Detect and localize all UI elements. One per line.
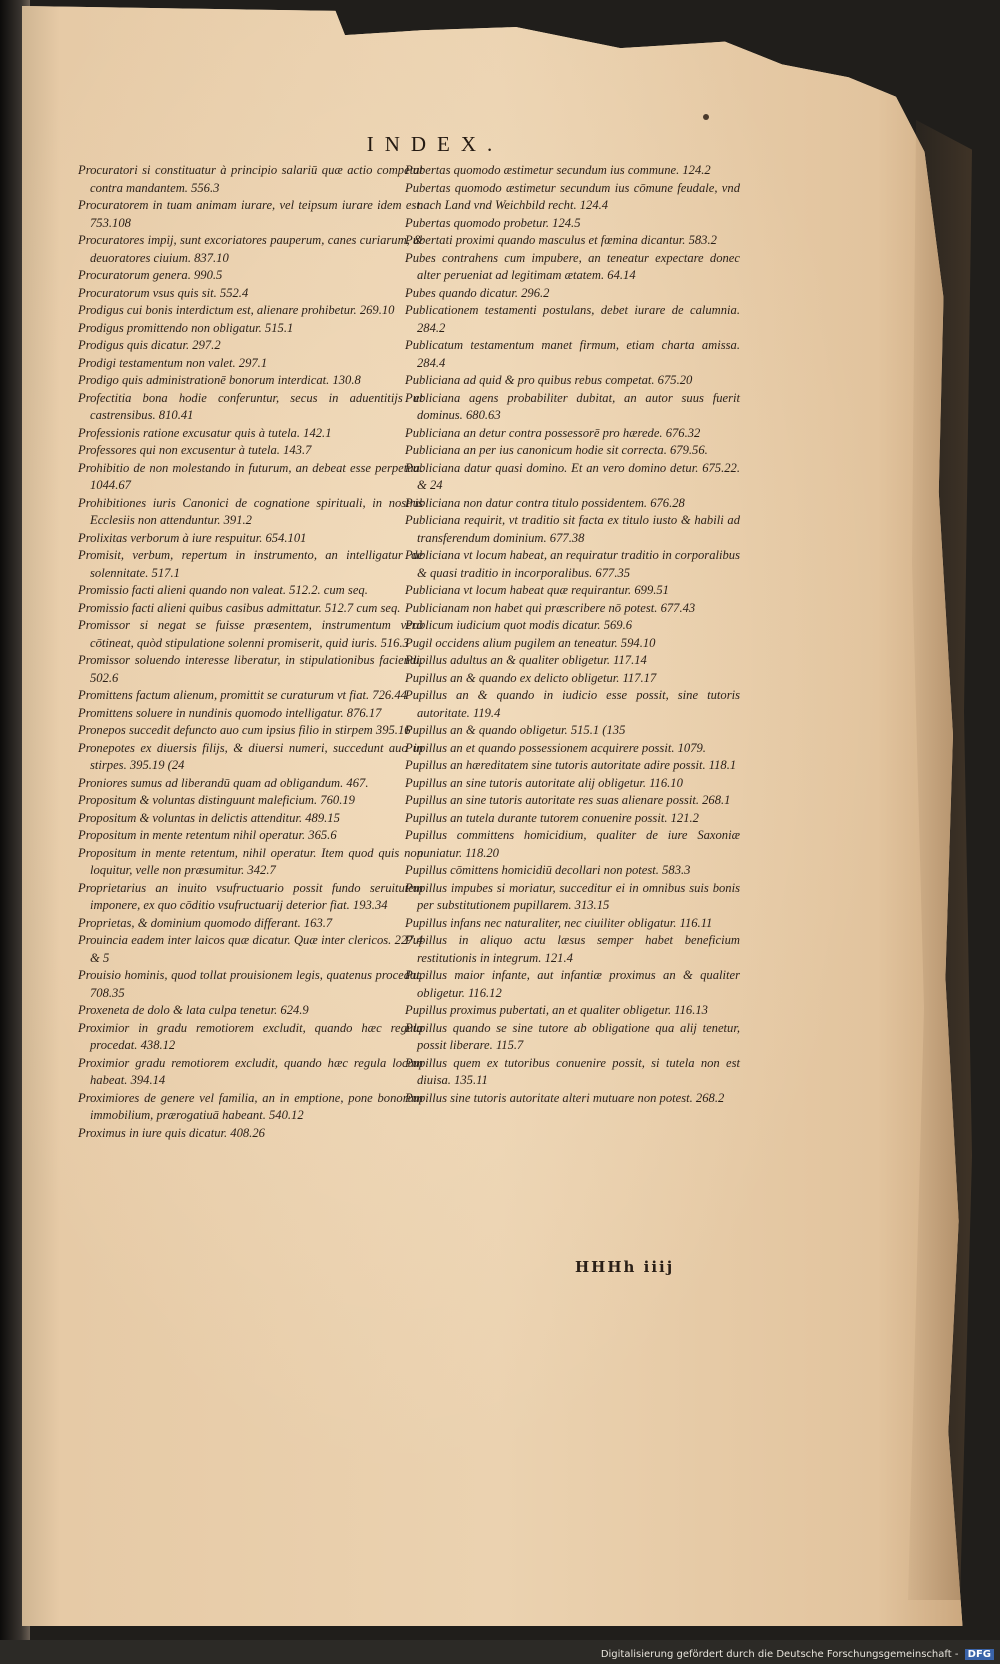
index-entry: Prouisio hominis, quod tollat prouisionem legis, quatenus procedat. 708.35	[78, 968, 423, 1000]
index-entry: Pupillus an & quando ex delicto obligetur. 117.17	[405, 670, 657, 685]
index-entry: Proprietas, & dominium quomodo differant. 163.7	[78, 915, 333, 930]
index-entry: Pubertati proximi quando masculus et fœmina dicantur. 583.2	[405, 233, 717, 247]
index-entry: Pupillus sine tutoris autoritate alteri mutuare non potest. 268.2	[405, 1090, 725, 1105]
index-entry: Prouincia eadem inter laicos quæ dicatur. Quæ inter clericos. 227.4 & 5	[78, 933, 423, 965]
index-entry: Pupillus cōmittens homicidiū decollari non potest. 583.3	[405, 863, 691, 877]
index-entry: Pronepos succedit defuncto auo cum ipsius filio in stirpem 395.16	[78, 723, 411, 737]
index-entry: Pupillus an et quando possessionem acquirere possit. 1079.	[405, 740, 706, 755]
index-entry: Promissor soluendo interesse liberatur, in stipulationibus faciendi. 502.6	[78, 653, 423, 685]
index-entry: Proximiores de genere vel familia, an in emptione, pone bonorum immobilium, prærogatiuā habeant. 540.12	[78, 1090, 423, 1122]
index-entry: Procuratores impij, sunt excoriatores pauperum, canes curiarum, & deuoratores ciuium. 837.10	[78, 233, 423, 265]
index-entry: Proprietarius an inuito vsufructuario possit fundo seruitutem imponere, ex quo cōditio vsufructuarij deterior fiat. 193.34	[78, 880, 423, 912]
index-entry: Pugil occidens alium pugilem an teneatur. 594.10	[405, 635, 656, 650]
index-entry: Publicatum testamentum manet firmum, etiam charta amissa. 284.4	[405, 338, 740, 370]
index-entry: Proniores sumus ad liberandū quam ad obligandum. 467.	[78, 775, 369, 790]
index-entry: Pupillus impubes si moriatur, succeditur ei in omnibus suis bonis per substitutionem pupillarem. 313.15	[405, 880, 740, 912]
index-entry: Pupillus adultus an & qualiter obligetur. 117.14	[405, 653, 647, 667]
index-entry: Pupillus an & quando obligetur. 515.1 (135	[405, 723, 626, 737]
signature-mark: HHHh iiij	[575, 1258, 675, 1276]
index-entry: Publicianam non habet qui præscribere nō potest. 677.43	[405, 600, 696, 615]
index-entry: Prohibitiones iuris Canonici de cognatione spirituali, in nostris Ecclesiis non attenduntur. 391.2	[78, 495, 423, 527]
index-entry: Publiciana an per ius canonicum hodie sit correcta. 679.56.	[405, 443, 708, 457]
index-entry: Pubes contrahens cum impubere, an teneatur expectare donec alter perueniat ad legitimam ætatem. 64.14	[405, 250, 740, 282]
index-entry: Promissio facti alieni quibus casibus admittatur. 512.7 cum seq.	[78, 600, 401, 615]
index-entry: Prodigo quis administrationē bonorum interdicat. 130.8	[78, 373, 361, 387]
index-entry: Pupillus in aliquo actu læsus semper habet beneficium restitutionis in integrum. 121.4	[405, 933, 740, 965]
footer-text: Digitalisierung gefördert durch die Deutsche Forschungsgemeinschaft -	[600, 1649, 959, 1660]
index-entry: Promittens factum alienum, promittit se curaturum vt fiat. 726.44	[78, 688, 407, 702]
index-entry: Proximior gradu remotiorem excludit, quando hæc regula locum habeat. 394.14	[78, 1055, 423, 1087]
ink-spot	[703, 114, 709, 120]
index-entry: Promisit, verbum, repertum in instrumento, an intelligatur de solennitate. 517.1	[78, 548, 423, 580]
index-entry: Proximus in iure quis dicatur. 408.26	[78, 1125, 265, 1140]
index-entry: Prohibitio de non molestando in futurum, an debeat esse perpetua. 1044.67	[78, 460, 423, 492]
index-entry: Pupillus quando se sine tutore ab obligatione qua alij tenetur, possit liberare. 115.7	[405, 1020, 740, 1052]
index-entry: Pupillus an sine tutoris autoritate alij obligetur. 116.10	[405, 775, 683, 790]
index-entry: Pupillus maior infante, aut infantiæ proximus an & qualiter obligetur. 116.12	[405, 968, 740, 1000]
index-entry: Publiciana vt locum habeat, an requiratur traditio in corporalibus & quasi traditio in incorporalibus. 677.35	[405, 548, 741, 580]
index-entry: Pupillus an sine tutoris autoritate res suas alienare possit. 268.1	[405, 793, 731, 807]
index-entry: Pupillus committens homicidium, qualiter de iure Saxoniæ puniatur. 118.20	[405, 828, 740, 860]
index-entry: Publicationem testamenti postulans, debet iurare de calumnia. 284.2	[405, 303, 740, 335]
index-entry: Propositum in mente retentum, nihil operatur. Item quod quis non loquitur, velle non præsumitur. 342.7	[78, 845, 423, 877]
index-entry: Publiciana agens probabiliter dubitat, an autor suus fuerit dominus. 680.63	[405, 390, 740, 422]
index-entry: Propositum & voluntas in delictis attenditur. 489.15	[78, 810, 340, 825]
index-entry: Promittens soluere in nundinis quomodo intelligatur. 876.17	[78, 705, 382, 720]
index-entry: Pupillus an hæreditatem sine tutoris autoritate adire possit. 118.1	[405, 758, 737, 772]
index-entry: Pupillus an tutela durante tutorem conuenire possit. 121.2	[405, 810, 699, 825]
index-entry: Pupillus quem ex tutoribus conuenire possit, si tutela non est diuisa. 135.11	[405, 1055, 740, 1087]
index-entry: Pupillus proximus pubertati, an et qualiter obligetur. 116.13	[405, 1003, 708, 1017]
index-entry: Procuratorum genera. 990.5	[78, 268, 223, 282]
index-entry: Pubes quando dicatur. 296.2	[405, 285, 550, 300]
index-entry: Prodigus promittendo non obligatur. 515.1	[78, 320, 294, 335]
page-header: INDEX.	[366, 132, 504, 156]
index-entry: Procuratorum vsus quis sit. 552.4	[78, 285, 249, 300]
index-column-left	[78, 162, 423, 1142]
index-entry: Pubertas quomodo æstimetur secundum ius cōmune feudale, vnd nach Land vnd Weichbild recht. 124.4	[405, 180, 740, 212]
index-entry: Proximior in gradu remotiorem excludit, quando hæc regula procedat. 438.12	[78, 1020, 423, 1052]
index-entry: Propositum & voluntas distinguunt maleficium. 760.19	[78, 793, 355, 807]
index-column-right	[405, 162, 740, 1107]
index-entry: Promissor si negat se fuisse præsentem, instrumentum verò cōtineat, quòd stipulatione solenni promiserit, quid iuris. 516.3	[78, 618, 423, 650]
dfg-logo: DFG	[965, 1649, 994, 1660]
index-entry: Publiciana ad quid & pro quibus rebus competat. 675.20	[405, 373, 693, 387]
index-entry: Publiciana vt locum habeat quæ requirantur. 699.51	[405, 583, 669, 597]
index-entry: Pupillus an & quando in iudicio esse possit, sine tutoris autoritate. 119.4	[405, 688, 740, 720]
index-entry: Pronepotes ex diuersis filijs, & diuersi numeri, succedunt auo in stirpes. 395.19 (24	[78, 740, 423, 772]
index-entry: Publicum iudicium quot modis dicatur. 569.6	[405, 618, 633, 632]
index-entry: Professores qui non excusentur à tutela. 143.7	[78, 443, 312, 457]
index-entry: Prodigus quis dicatur. 297.2	[78, 338, 221, 352]
index-entry: Procuratorem in tuam animam iurare, vel teipsum iurare idem est. 753.108	[78, 198, 423, 230]
index-entry: Promissio facti alieni quando non valeat. 512.2. cum seq.	[78, 583, 368, 597]
index-entry: Profectitia bona hodie conferuntur, secus in aduentitijs et castrensibus. 810.41	[78, 390, 423, 422]
index-entry: Procuratori si constituatur à principio salariū quæ actio competat contra mandantem. 556.3	[78, 163, 423, 195]
index-entry: Pubertas quomodo æstimetur secundum ius commune. 124.2	[405, 163, 711, 177]
index-entry: Prodigus cui bonis interdictum est, alienare prohibetur. 269.10	[78, 303, 395, 317]
index-entry: Prodigi testamentum non valet. 297.1	[78, 355, 268, 370]
index-entry: Professionis ratione excusatur quis à tutela. 142.1	[78, 425, 332, 440]
index-entry: Publiciana datur quasi domino. Et an vero domino detur. 675.22. & 24	[405, 460, 740, 492]
index-entry: Publiciana non datur contra titulo possidentem. 676.28	[405, 495, 685, 510]
index-entry: Pupillus infans nec naturaliter, nec ciuiliter obligatur. 116.11	[405, 915, 713, 930]
index-entry: Prolixitas verborum à iure respuitur. 654.101	[78, 530, 307, 545]
digitization-footer	[601, 1649, 994, 1660]
index-entry: Publiciana requirit, vt traditio sit facta ex titulo iusto & habili ad transferendum dominium. 677.38	[405, 513, 740, 545]
index-entry: Proxeneta de dolo & lata culpa tenetur. 624.9	[78, 1003, 309, 1017]
index-entry: Publiciana an detur contra possessorē pro hærede. 676.32	[405, 425, 701, 440]
index-entry: Propositum in mente retentum nihil operatur. 365.6	[78, 828, 337, 842]
index-entry: Pubertas quomodo probetur. 124.5	[405, 215, 581, 230]
